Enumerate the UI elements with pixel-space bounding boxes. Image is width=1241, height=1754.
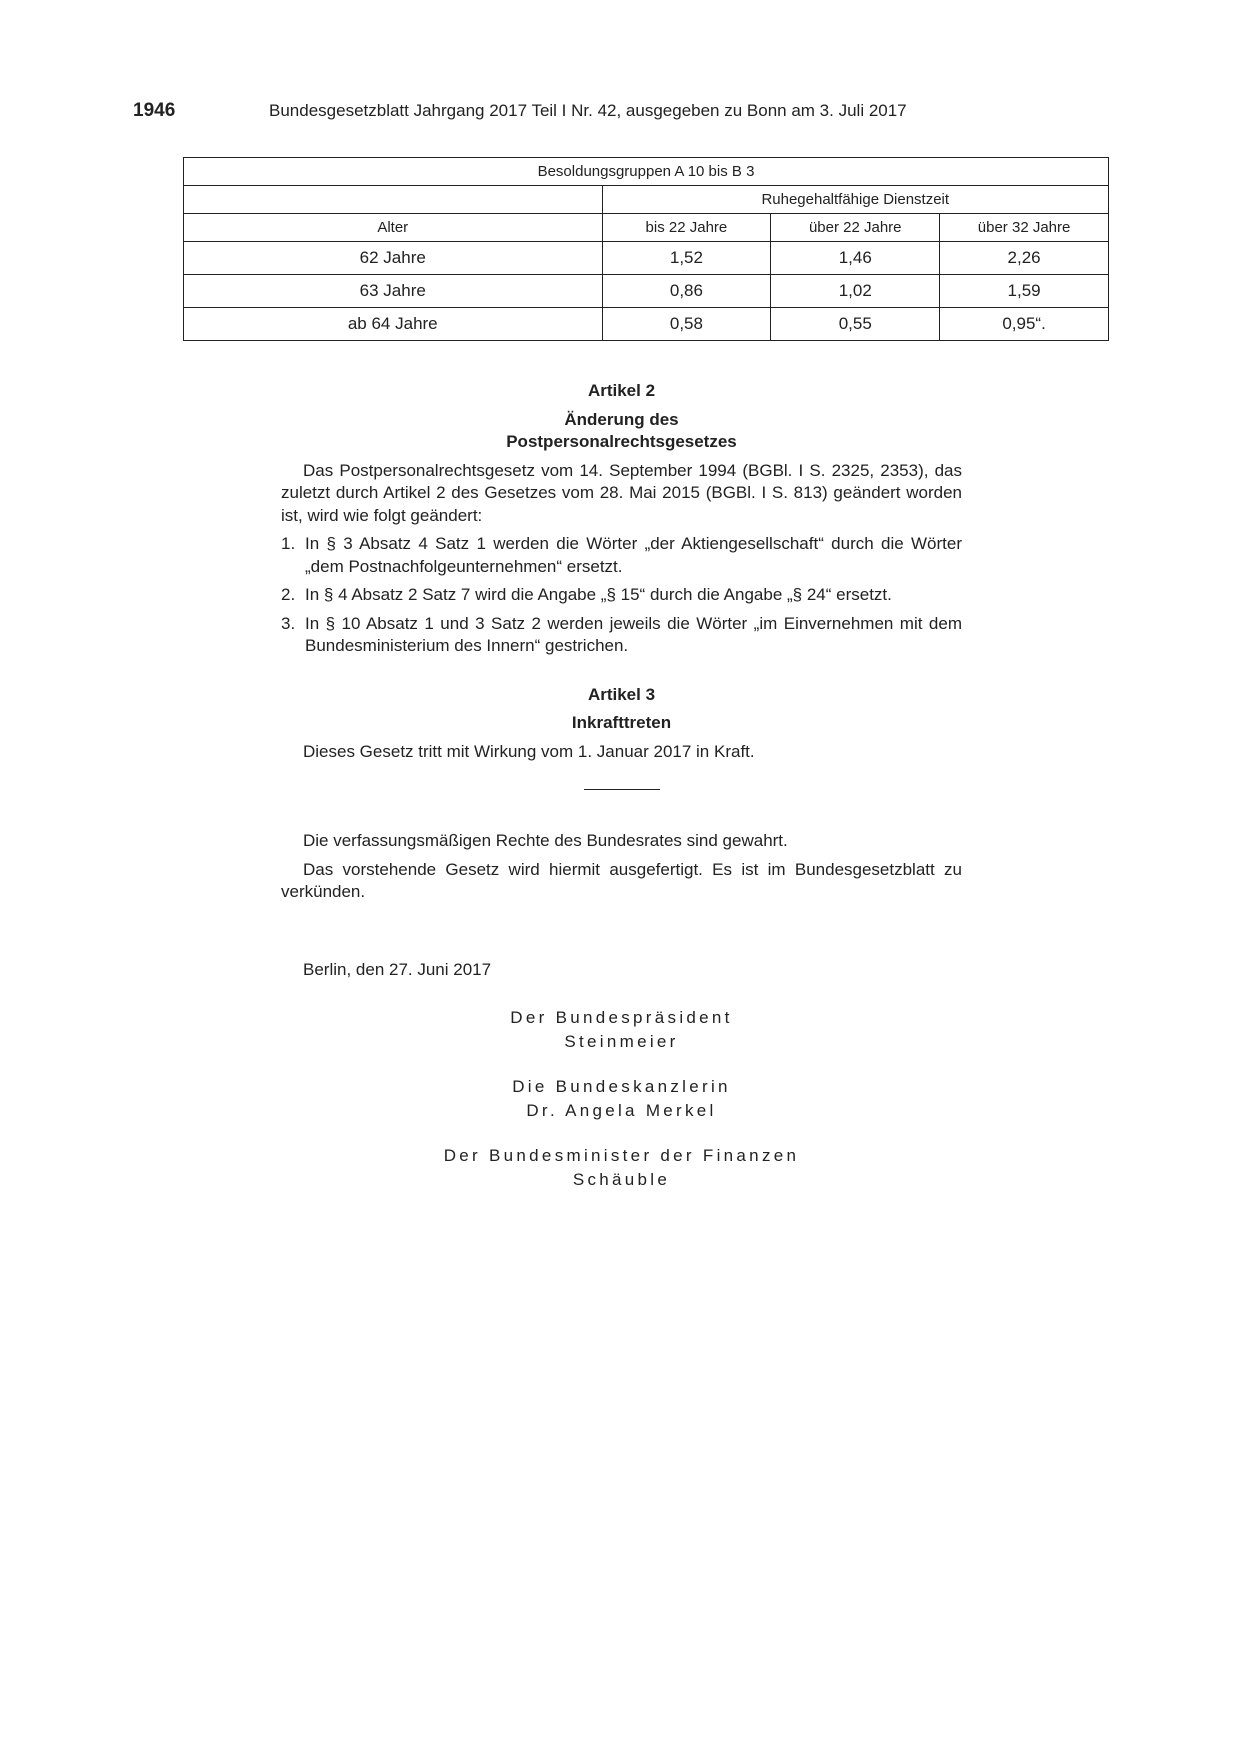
list-item [281,613,962,658]
table-cell: 0,95“. [940,308,1109,341]
table-cell: 2,26 [940,242,1109,275]
list-item [281,584,962,607]
table-cell: 1,46 [771,242,940,275]
signatory-name: Steinmeier [564,1032,679,1051]
amendment-list [281,533,962,658]
list-item-number: 3. [281,613,296,633]
page-header [133,100,1013,124]
list-item-text: In § 3 Absatz 4 Satz 1 werden die Wörter „der Aktiengesellschaft“ durch die Wörter „dem Postnachfolgeunternehmen“ ersetzt. [305,534,962,576]
table-row [184,275,1109,308]
table-cell: 62 Jahre [184,242,603,275]
signature-block [281,1144,962,1192]
list-item [281,533,962,578]
table-row [184,242,1109,275]
column-header: über 32 Jahre [940,214,1109,242]
list-item-text: In § 10 Absatz 1 und 3 Satz 2 werden jeweils die Wörter „im Einvernehmen mit dem Bundesministerium des Innern“ gestrichen. [305,613,962,655]
table-cell: 1,52 [602,242,771,275]
table-cell: 1,02 [771,275,940,308]
artikel-3-heading: Artikel 3 [587,684,656,704]
artikel-2-heading: Artikel 2 [587,381,656,400]
column-header: Alter [184,214,603,242]
artikel-2-subheading-line1: Änderung des [564,409,679,429]
promulgation-text: Das vorstehende Gesetz wird hiermit ausgefertigt. Es ist im Bundesgesetzblatt zu verkünden. [281,859,962,901]
salary-table [183,157,1109,341]
signatory-title: Der Bundesminister der Finanzen [443,1146,800,1165]
artikel-3-text: Dieses Gesetz tritt mit Wirkung vom 1. Januar 2017 in Kraft. [303,741,755,761]
signature-block [281,1006,962,1054]
signatory-name: Schäuble [572,1170,671,1189]
document-body [281,380,962,910]
table-title: Besoldungsgruppen A 10 bis B 3 [184,158,1109,186]
table-cell: ab 64 Jahre [184,308,603,341]
place-date: Berlin, den 27. Juni 2017 [303,960,492,979]
table-empty-cell [184,186,603,214]
signatory-title: Der Bundespräsident [510,1008,733,1027]
signatory-name: Dr. Angela Merkel [526,1101,717,1120]
table-group-header: Ruhegehaltfähige Dienstzeit [602,186,1109,214]
list-item-number: 1. [281,534,296,553]
table-cell: 1,59 [940,275,1109,308]
list-item-number: 2. [281,585,296,604]
section-divider [584,789,660,790]
running-title: Bundesgesetzblatt Jahrgang 2017 Teil I Nr. 42, ausgegeben zu Bonn am 3. Juli 2017 [269,101,907,120]
column-header: bis 22 Jahre [602,214,771,242]
table-cell: 0,58 [602,308,771,341]
table-cell: 0,55 [771,308,940,341]
table-row [184,308,1109,341]
bundesrat-rights-text: Die verfassungsmäßigen Rechte des Bundesrates sind gewahrt. [303,831,788,850]
list-item-text: In § 4 Absatz 2 Satz 7 wird die Angabe „§ 15“ durch die Angabe „§ 24“ ersetzt. [305,585,892,604]
signature-block [281,1075,962,1123]
table-cell: 0,86 [602,275,771,308]
signatory-title: Die Bundeskanzlerin [512,1077,731,1096]
artikel-2-intro: Das Postpersonalrechtsgesetz vom 14. September 1994 (BGBl. I S. 2325, 2353), das zuletzt durch Artikel 2 des Gesetzes vom 28. Mai 2015 (BGBl. I S. 813) geändert worden ist, wird wie folgt geändert: [281,460,962,525]
artikel-3-subheading: Inkrafttreten [571,713,672,732]
page-number: 1946 [133,100,176,121]
artikel-2-subheading-line2: Postpersonalrechtsgesetzes [506,432,737,451]
table-cell: 63 Jahre [184,275,603,308]
column-header: über 22 Jahre [771,214,940,242]
